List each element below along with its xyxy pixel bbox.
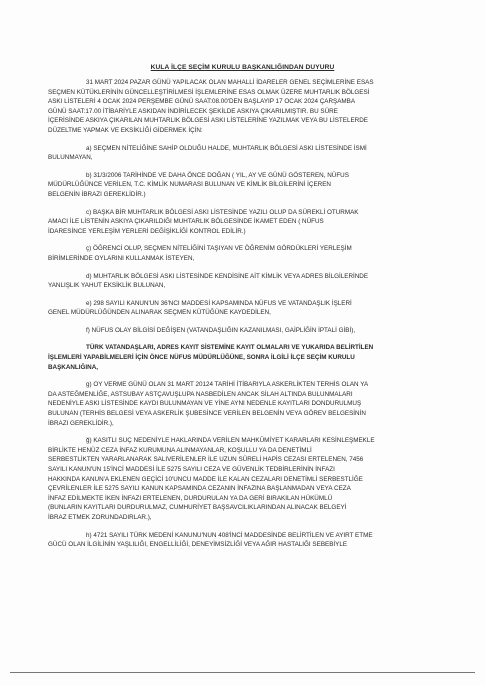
text-line: BELGENİN İBRAZI GEREKLİDİR.) [48, 190, 146, 198]
item-a [48, 144, 446, 163]
text-line: (BUNLARIN KAYITLARI DURDURULMAZ, CUMHURİYET BAŞSAVCILIKLARINDAN ALINACAK BELGEYİ [48, 504, 347, 512]
text-line: a) SEÇMEN NİTELİĞİNE SAHİP OLDUĞU HALDE, MUHTARLIK BÖLGESİ ASKI LİSTESİNDE İSMİ [86, 144, 367, 152]
text-line: g) OY VERME GÜNÜ OLAN 31 MART 20124 TARİHİ İTİBARIYLA ASKERLİKTEN TERHİS OLAN YA [86, 381, 369, 389]
text-line: NEDENİYLE ASKI LİSTESİNDE KAYDI BULUNMAYAN VE YİNE AYNI NEDENLE KAYITLARI DONDURULMUŞ [48, 400, 362, 408]
footer-divider [10, 672, 475, 673]
text-line: f) NÜFUS OLAY BİLGİSİ DEĞİŞEN (VATANDAŞLIĞIN KAZANILMASI, GAİPLİĞİN İPTALİ GİBİ), [86, 326, 356, 334]
text-line: İBRAZI GEREKLİDİR.), [48, 419, 114, 427]
text-line: c) BAŞKA BİR MUHTARLIK BÖLGESİ ASKI LİSTESİNDE YAZILI OLUP DA SÜREKLİ OTURMAK [86, 208, 359, 216]
text-line: DA ASTEĞMENLİĞE, ASTSUBAY ASTÇAVUŞLUPA NASBEDİLEN ANCAK SİLAH ALTINDA BULUNMALARI [48, 390, 353, 398]
bold-paragraph [48, 343, 446, 372]
text-line: YANLIŞLIK YAHUT EKSİKLİK BULUNAN, [48, 282, 166, 290]
item-c [48, 208, 446, 237]
text-line: BAŞKANLIĞINA, [48, 363, 99, 371]
text-line: ÇEVRİLENLER İLE 5275 SAYILI KANUN KAPSAMINDA CEZANIN İNFAZINA BAŞLANMADAN VEYA CEZA [48, 485, 351, 493]
text-line: BULUNAN (TERHİS BELGESİ VEYA ASKERLİK ŞUBESİNCE VERİLEN BELGENİN VEYA GÖREV BELGESİNİN [48, 410, 366, 418]
text-line: MÜDÜRLÜĞÜNCE VERİLEN, T.C. KİMLİK NUMARASI BULUNAN VE KİMLİK BİLGİLERİNİ İÇEREN [48, 181, 331, 189]
text-line: İÇERİSİNDE ASKIYA ÇIKARILAN MUHTARLIK BÖLGESİ ASKI LİSTELERİNE YAZILMAK VEYA BU LİSTELERDE [48, 117, 368, 125]
text-line: ASKI LİSTELERİ 4 OCAK 2024 PERŞEMBE GÜNÜ SAAT:08.00'DEN BAŞLAYIP 17 OCAK 2024 ÇARŞAMBA [48, 98, 356, 106]
text-line: İBRAZ ETMEK ZORUNDADIRLAR.), [48, 513, 152, 521]
text-line: GÜNÜ SAAT:17.00 İTİBARİYLE ASKIDAN İNDİRİLECEK ŞEKİLDE ASKIYA ÇIKARILMIŞTIR. BU SÜRE [48, 107, 338, 115]
intro-paragraph [48, 78, 446, 136]
item-h [48, 531, 446, 550]
item-g [48, 380, 446, 428]
item-d [48, 272, 446, 291]
text-line: BİRİMLERİNDE OYLARINI KULLANMAK İSTEYEN, [48, 254, 195, 262]
item-b [48, 171, 446, 200]
text-line: İDARESİNCE YERLEŞİM YERLERİ DEĞİŞİKLİĞİ KONTROL EDİLİR.) [48, 227, 246, 235]
text-line: HAKKINDA KANUN'A EKLENEN GEÇİCİ 10'UNCU MADDE İLE KALAN CEZALARI DENETİMLİ SERBESTLİĞE [48, 475, 363, 483]
document-body [48, 78, 446, 550]
text-line: İNFAZ EDİLMEKTE İKEN İNFAZI ERTELENEN, DURDURULAN YA DA GERİ BIRAKILAN HÜKÜMLÜ [48, 494, 333, 502]
text-line: GENEL MÜDÜRLÜĞÜNDEN ALINARAK SEÇMEN KÜTÜĞÜNE KAYDEDİLEN, [48, 309, 271, 317]
text-line: DÜZELTME YAPMAK VE EKSİKLİĞİ GİDERMEK İÇİN: [48, 126, 203, 134]
text-line: 31 MART 2024 PAZAR GÜNÜ YAPILACAK OLAN MAHALLİ İDARELER GENEL SEÇİMLERİNE ESAS [86, 79, 374, 86]
text-line: SERBESTLİKTEN YARARLANARAK SALIVERİLENLER İLE UZUN SÜRELİ HAPİS CEZASI ERTELENEN, 7456 [48, 456, 364, 464]
item-cc [48, 244, 446, 263]
text-line: ç) ÖĞRENCİ OLUP, SEÇMEN NİTELİĞİNİ TAŞIYAN VE ÖĞRENİM GÖRDÜKLERİ YERLEŞİM [86, 245, 352, 253]
page-title: KULA İLÇE SEÇİM KURULU BAŞKANLIĞINDAN DUYURU [150, 64, 335, 71]
item-f [48, 326, 446, 336]
text-line: SEÇMEN KÜTÜKLERİNİN GÜNCELLEŞTİRİLMESİ İŞLEMLERİNE ESAS OLMAK ÜZERE MUHTARLIK BÖLGESİ [48, 88, 370, 96]
text-line: GÜCÜ OLAN İLGİLİNİN YAŞLILIĞI, ENGELLİLİĞİ, DENEYİMSİZLİĞİ VEYA AĞIR HASTALIĞI SEBEBİYLE [48, 541, 348, 549]
text-line: TÜRK VATANDAŞLARI, ADRES KAYIT SİSTEMİNE KAYIT OLMALARI VE YUKARIDA BELİRTİLEN [86, 344, 374, 352]
text-line: d) MUHTARLIK BÖLGESİ ASKI LİSTESİNDE KENDİSİNE AİT KİMLİK VEYA ADRES BİLGİLERİNDE [86, 272, 369, 280]
text-line: b) 31/3/2006 TARİHİNDE VE DAHA ÖNCE DOĞAN ( YIL, AY VE GÜNÜ GÖSTEREN, NÜFUS [86, 171, 349, 179]
item-e [48, 299, 446, 318]
text-line: İŞLEMLERİ YAPABİLMELERİ İÇİN ÖNCE NÜFUS MÜDÜRLÜĞÜNE, SONRA İLGİLİ İLÇE SEÇİM KURULU [48, 354, 355, 362]
text-line: h) 4721 SAYILI TÜRK MEDENİ KANUNU'NUN 408'İNCİ MADDESİNDE BELİRTİLEN VE AYIRT ETME [86, 531, 373, 539]
text-line: SAYILI KANUN'UN 15'İNCİ MADDESİ İLE 5275 SAYILI CEZA VE GÜVENLİK TEDBİRLERİNİN İNFAZI [48, 466, 335, 473]
text-line: e) 298 SAYILI KANUN'UN 36'NCI MADDESİ KAPSAMINDA NÜFUS VE VATANDAŞLIK İŞLERİ [86, 299, 352, 307]
text-line: BULUNMAYAN, [48, 154, 93, 162]
text-line: ğ) KASITLI SUÇ NEDENİYLE HAKLARINDA VERİLEN MAHKÛMİYET KARARLARI KESİNLEŞMEKLE [86, 437, 375, 445]
text-line: BİRLİKTE HENÜZ CEZA İNFAZ KURUMUNA ALINMAYANLAR, KOŞULLU YA DA DENETİMLİ [48, 446, 312, 454]
item-gg [48, 436, 446, 522]
text-line: AMACI İLE LİSTENİN ASKIYA ÇIKARILDIĞI MUHTARLIK BÖLGESİNDE İKAMET EDEN ( NÜFUS [48, 218, 324, 226]
